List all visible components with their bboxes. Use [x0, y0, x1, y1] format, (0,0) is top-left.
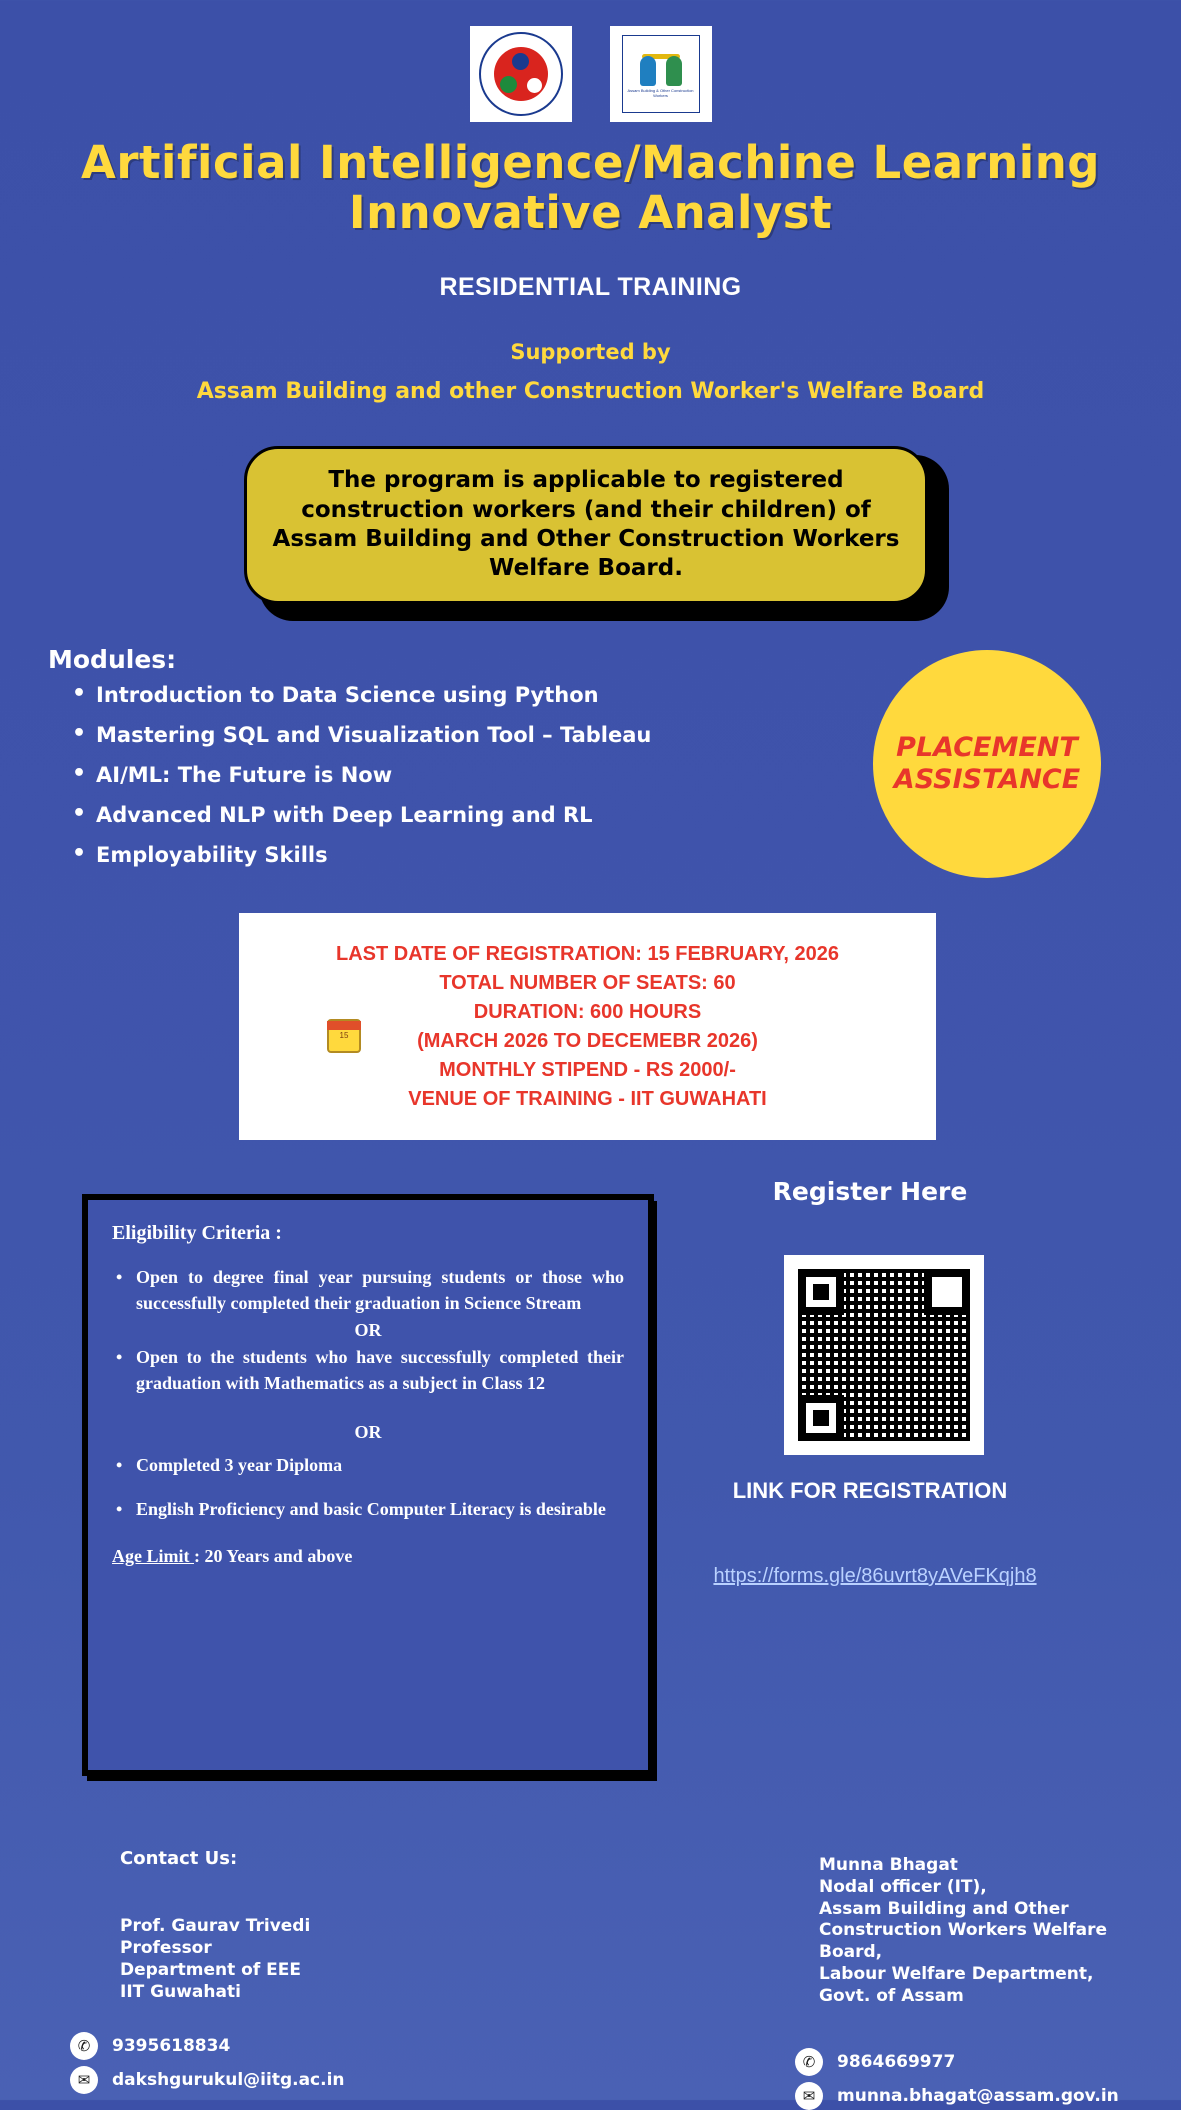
contact-right-org-3: Board,	[819, 1942, 883, 1962]
contact-right-email-row[interactable]	[795, 2082, 1119, 2110]
contact-right-org-1: Assam Building and Other	[819, 1898, 1069, 1919]
eligibility-or-2: OR	[354, 1422, 382, 1443]
info-line: MONTHLY STIPEND - RS 2000/-	[439, 1058, 736, 1081]
placement-assistance-badge	[873, 650, 1101, 878]
info-line: TOTAL NUMBER OF SEATS: 60	[439, 971, 736, 994]
callout-text: The program is applicable to registered construction workers (and their children) of Assam Building and Other Construction Workers Welfare Board.	[272, 467, 900, 582]
eligibility-item: • English Proficiency and basic Computer Literacy is desirable	[112, 1497, 624, 1523]
phone-icon: ✆	[795, 2048, 823, 2076]
contact-right-phone: 9864669977	[837, 2052, 956, 2072]
link-for-registration-label: LINK FOR REGISTRATION	[732, 1478, 1008, 1503]
contact-left-email-row[interactable]	[70, 2066, 345, 2094]
eligibility-list-3	[112, 1453, 624, 1479]
module-item: • AI/ML: The Future is Now	[70, 765, 770, 786]
info-line: (MARCH 2026 TO DECEMEBR 2026)	[417, 1029, 758, 1052]
page-subtitle: RESIDENTIAL TRAINING	[439, 273, 742, 301]
iitg-logo-icon	[479, 32, 563, 116]
contact-right-email: munna.bhagat@assam.gov.in	[837, 2086, 1119, 2106]
eligibility-title: Eligibility Criteria :	[112, 1222, 282, 1244]
contact-right-org-2: Construction Workers Welfare	[819, 1920, 1108, 1941]
register-here-heading: Register Here	[772, 1177, 968, 1206]
info-line: VENUE OF TRAINING - IIT GUWAHATI	[408, 1087, 767, 1110]
abocwwb-logo-caption: Assam Building & Other Construction Workers	[627, 87, 694, 98]
contact-right-details	[819, 1855, 1107, 2007]
calendar-icon-day: 15	[339, 1030, 349, 1040]
contact-left-role: Professor	[120, 1938, 212, 1959]
eligibility-item: • Open to degree final year pursuing students or those who successfully completed their graduation in Science Stream	[112, 1265, 624, 1316]
contact-us-heading: Contact Us:	[120, 1848, 238, 1869]
eligibility-box	[82, 1194, 654, 1776]
contact-left-details	[120, 1915, 310, 2003]
module-item: • Employability Skills	[70, 845, 770, 866]
eligibility-list-4	[112, 1497, 624, 1523]
supporting-board-name: Assam Building and other Construction Worker's Welfare Board	[196, 379, 985, 404]
contact-right-role: Nodal officer (IT),	[819, 1876, 987, 1897]
contact-right-phone-row[interactable]	[795, 2048, 1119, 2076]
contact-left-institute: IIT Guwahati	[120, 1982, 241, 2003]
eligibility-or-1: OR	[354, 1320, 382, 1341]
registration-info-box	[239, 913, 936, 1140]
calendar-icon	[327, 1019, 361, 1053]
modules-heading: Modules:	[48, 645, 177, 674]
iitg-logo	[470, 26, 572, 122]
registration-info-text	[336, 940, 839, 1114]
qr-code-icon	[798, 1269, 970, 1441]
contact-left-dept: Department of EEE	[120, 1960, 302, 1981]
mail-icon: ✉	[70, 2066, 98, 2094]
registration-link[interactable]: https://forms.gle/86uvrt8yAVeFKqjh8	[713, 1565, 1037, 1587]
eligibility-item: • Open to the students who have successfully completed their graduation with Mathematics as a subject in Class 12	[112, 1345, 624, 1396]
contact-left-phone-row[interactable]	[70, 2032, 345, 2060]
logo-row	[0, 26, 1181, 122]
eligibility-callout	[244, 446, 928, 604]
contact-right-name: Munna Bhagat	[819, 1855, 958, 1875]
contact-left-channels	[70, 2032, 345, 2094]
eligibility-list-2	[112, 1345, 624, 1396]
age-limit-label: Age Limit	[112, 1546, 194, 1567]
info-line: DURATION: 600 HOURS	[473, 1000, 702, 1023]
module-item: • Mastering SQL and Visualization Tool – Tableau	[70, 725, 770, 746]
contact-left-phone: 9395618834	[112, 2036, 231, 2056]
eligibility-list	[112, 1265, 624, 1316]
abocwwb-logo-icon	[622, 35, 700, 113]
age-limit	[112, 1546, 624, 1567]
page-title: Artificial Intelligence/Machine Learning Innovative Analyst	[81, 136, 1100, 240]
module-item: • Introduction to Data Science using Python	[70, 685, 770, 706]
eligibility-item: • Completed 3 year Diploma	[112, 1453, 624, 1479]
contact-left-email: dakshgurukul@iitg.ac.in	[112, 2070, 345, 2090]
module-item: • Advanced NLP with Deep Learning and RL	[70, 805, 770, 826]
supported-by-label: Supported by	[510, 340, 671, 364]
contact-left-name: Prof. Gaurav Trivedi	[120, 1916, 311, 1936]
phone-icon: ✆	[70, 2032, 98, 2060]
age-limit-value: : 20 Years and above	[193, 1546, 353, 1567]
contact-right-channels	[795, 2048, 1119, 2110]
registration-qr-code[interactable]	[784, 1255, 984, 1455]
info-line: LAST DATE OF REGISTRATION: 15 FEBRUARY, 2026	[335, 942, 840, 965]
contact-right-org-4: Labour Welfare Department,	[819, 1963, 1094, 1984]
placement-assistance-label: PLACEMENT ASSISTANCE	[893, 731, 1081, 795]
contact-right-org-5: Govt. of Assam	[819, 1985, 964, 2006]
abocwwb-logo	[610, 26, 712, 122]
mail-icon: ✉	[795, 2082, 823, 2110]
modules-list	[70, 685, 770, 885]
